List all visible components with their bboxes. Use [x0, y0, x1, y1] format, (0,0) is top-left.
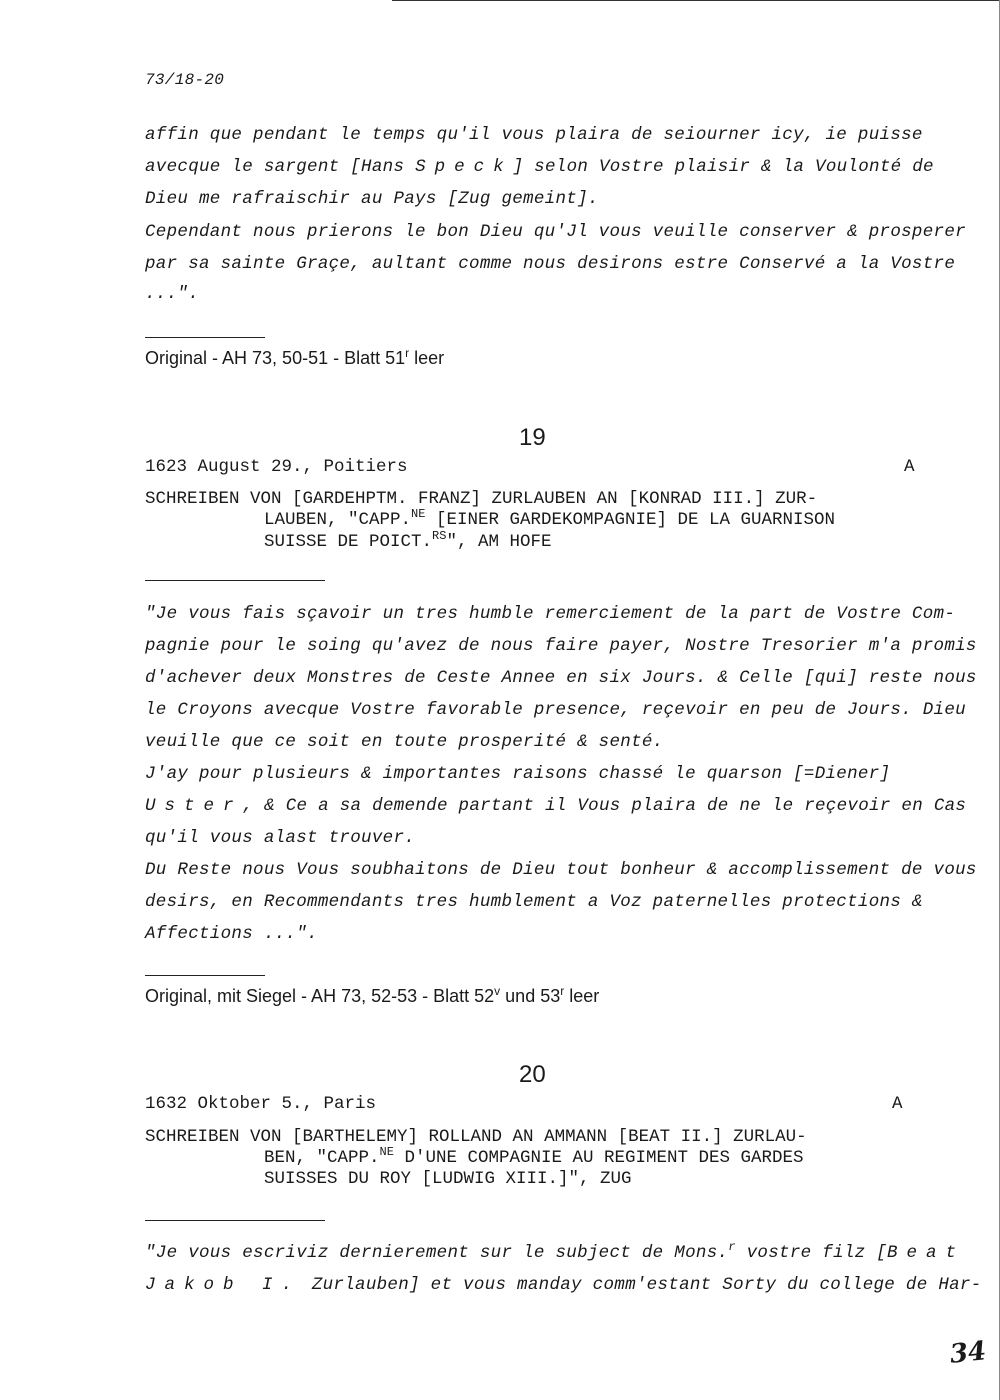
spaced-name: Uster	[145, 796, 243, 816]
page-number: 34	[948, 1336, 988, 1370]
quote-line: Cependant nous prierons le bon Dieu qu'Jl vous veuille conserver & prosperer	[145, 222, 966, 242]
quote-line: qu'il vous alast trouver.	[145, 828, 416, 848]
quote-line: "Je vous escriviz dernierement sur le subject de Mons.$^r$ vostre filz [Beat	[145, 1240, 966, 1263]
title-line: SCHREIBEN VON [GARDEHPTM. FRANZ] ZURLAUBEN AN [KONRAD III.] ZUR-	[145, 489, 818, 509]
title-line: SUISSE DE POICT.$^{RS}$", AM HOFE	[264, 529, 552, 552]
quote-line: "Je vous fais sçavoir un tres humble remerciement de la part de Vostre Com-	[145, 604, 956, 624]
spaced-name: Jakob I.	[145, 1275, 302, 1295]
separator-rule	[145, 1220, 325, 1221]
quote-line: Uster, & Ce a sa demende partant il Vous plaira de ne le reçevoir en Cas	[145, 796, 967, 816]
separator-rule	[145, 337, 265, 338]
quote-line: pagnie pour le soing qu'avez de nous faire payer, Nostre Tresorier m'a promis	[145, 636, 977, 656]
spaced-name: Speck	[415, 157, 513, 177]
document-date: 1632 Oktober 5., Paris	[145, 1094, 377, 1114]
document-number: 20	[519, 1061, 546, 1088]
title-line: LAUBEN, "CAPP.$^{NE}$ [EINER GARDEKOMPAGNIE] DE LA GUARNISON	[264, 507, 836, 530]
title-line: SCHREIBEN VON [BARTHELEMY] ROLLAND AN AMMANN [BEAT II.] ZURLAU-	[145, 1127, 807, 1147]
quote-line: avecque le sargent [Hans Speck] selon Vostre plaisir & la Voulonté de	[145, 157, 934, 177]
quote-line: d'achever deux Monstres de Ceste Annee en six Jours. & Celle [qui] reste nous	[145, 668, 977, 688]
top-border-line	[392, 0, 1000, 1]
quote-line: ...".	[145, 284, 200, 304]
quote-line: J'ay pour plusieurs & importantes raisons chassé le quarson [=Diener]	[145, 764, 891, 784]
quote-line: veuille que ce soit en toute prosperité & senté.	[145, 732, 664, 752]
title-line: BEN, "CAPP.$^{NE}$ D'UNE COMPAGNIE AU REGIMENT DES GARDES	[264, 1145, 804, 1168]
spaced-name: Beat	[887, 1243, 966, 1263]
quote-line: Dieu me rafraischir au Pays [Zug gemeint].	[145, 189, 599, 209]
document-category: A	[904, 457, 915, 477]
quote-line: Affections ...".	[145, 924, 318, 944]
title-line: SUISSES DU ROY [LUDWIG XIII.]", ZUG	[264, 1169, 632, 1189]
separator-rule	[145, 580, 325, 581]
source-note-19: Original, mit Siegel - AH 73, 52-53 - Blatt 52$^v$ und 53$^r$ leer	[145, 984, 600, 1006]
quote-line: le Croyons avecque Vostre favorable presence, reçevoir en peu de Jours. Dieu	[145, 700, 966, 720]
page-reference: 73/18-20	[145, 71, 225, 89]
quote-line: Du Reste nous Vous soubhaitons de Dieu tout bonheur & accomplissement de vous	[145, 860, 977, 880]
separator-rule	[145, 975, 265, 976]
source-note-18: Original - AH 73, 50-51 - Blatt 51$^r$ leer	[145, 346, 445, 368]
document-number: 19	[519, 424, 546, 451]
quote-line: Jakob I. Zurlauben] et vous manday comm'estant Sorty du college de Har-	[145, 1275, 982, 1295]
quote-line: affin que pendant le temps qu'il vous plaira de seiourner icy, ie puisse	[145, 125, 923, 145]
document-category: A	[892, 1094, 903, 1114]
quote-line: par sa sainte Graçe, aultant comme nous desirons estre Conservé a la Vostre	[145, 254, 956, 274]
quote-line: desirs, en Recommendants tres humblement a Voz paternelles protections &	[145, 892, 923, 912]
document-date: 1623 August 29., Poitiers	[145, 457, 408, 477]
